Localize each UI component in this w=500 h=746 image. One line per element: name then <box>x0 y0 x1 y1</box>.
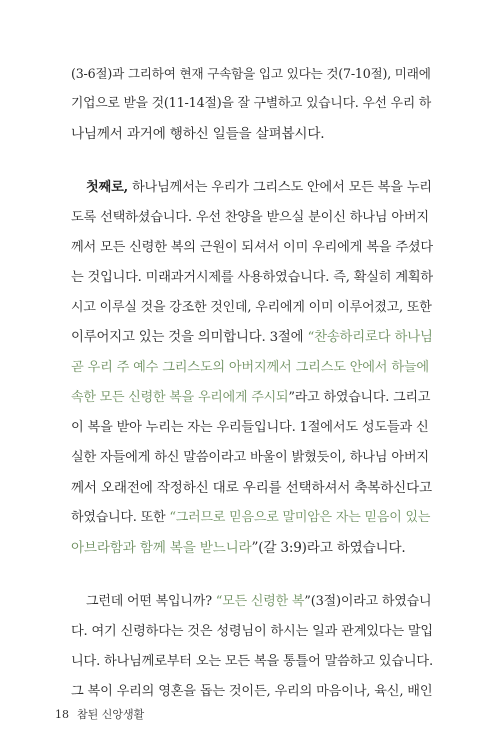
scripture-quote: “모든 신령한 복 <box>215 594 305 609</box>
scripture-quote: “그러므로 믿음으로 말미암은 자는 믿음이 있는 <box>169 510 431 525</box>
text-segment: ”라고 하였습니다. 그리고 <box>288 390 431 405</box>
text-segment: 다. 여기 신령하다는 것은 성령님이 하시는 일과 관계있다는 말입 <box>71 624 433 639</box>
emphasis-heading: 첫째로, <box>86 180 129 195</box>
text-segment: 께서 오래전에 작정하신 대로 우리를 선택하셔서 축복하신다고 <box>71 480 432 496</box>
text-segment: ”(갈 3:9)라고 하였습니다. <box>251 540 406 556</box>
text-line <box>86 178 433 198</box>
text-line <box>86 592 433 612</box>
text-line <box>71 682 433 702</box>
text-line <box>71 328 433 348</box>
text-segment: ”(3절)이라고 하였습니 <box>304 594 432 609</box>
text-line <box>71 418 433 438</box>
text-line <box>71 478 433 498</box>
text-line <box>71 124 433 144</box>
text-line <box>71 388 433 408</box>
text-segment: 기업으로 받을 것(11-14절)을 잘 구별하고 있습니다. 우선 우리 하 <box>71 96 432 111</box>
page-number: 18 <box>55 708 69 721</box>
scripture-quote: 아브라함과 함께 복을 받느니라 <box>71 540 252 556</box>
text-segment: (3-6절)과 그리하여 현재 구속함을 입고 있다는 것(7-10절), 미래에 <box>71 66 431 81</box>
scripture-quote: 속한 모든 신령한 복을 우리에게 주시되 <box>71 390 289 405</box>
text-line <box>71 64 433 84</box>
text-line <box>71 622 433 642</box>
text-segment: 께서 모든 신령한 복의 근원이 되셔서 이미 우리에게 복을 주셨다 <box>71 240 433 255</box>
text-segment: 그 복이 우리의 영혼을 돕는 것이든, 우리의 마음이나, 육신, 배인 <box>71 684 433 699</box>
text-line <box>71 298 433 318</box>
text-line <box>71 208 433 228</box>
book-title: 참된 신앙생활 <box>77 708 145 721</box>
text-segment: 이 복을 받아 누리는 자는 우리들입니다. 1절에서도 성도들과 신 <box>71 420 429 435</box>
text-segment: 실한 자들에게 하신 말씀이라고 바울이 밝혔듯이, 하나님 아버지 <box>71 450 429 465</box>
text-line <box>71 538 433 558</box>
text-line <box>71 358 433 378</box>
text-segment: 나님께서 과거에 행하신 일들을 살펴봅시다. <box>71 126 325 142</box>
text-line <box>71 508 433 528</box>
text-segment: 니다. 하나님께로부터 오는 모든 복을 통틀어 말씀하고 있습니다. <box>71 654 433 669</box>
scripture-quote: “찬송하리로다 하나님 <box>307 330 433 345</box>
text-segment: 도록 선택하셨습니다. 우선 찬양을 받으실 분이신 하나님 아버지 <box>71 210 429 225</box>
page-footer <box>55 706 144 722</box>
text-line <box>71 268 433 288</box>
scripture-quote: 곧 우리 주 예수 그리스도의 아버지께서 그리스도 안에서 하늘에 <box>71 360 429 375</box>
text-segment: 시고 이루실 것을 강조한 것인데, 우리에게 이미 이루어졌고, 또한 <box>71 300 432 315</box>
text-segment: 하나님께서는 우리가 그리스도 안에서 모든 복을 누리 <box>128 180 432 195</box>
text-line <box>71 448 433 468</box>
text-line <box>71 94 433 114</box>
text-line <box>71 238 433 258</box>
text-line <box>71 652 433 672</box>
text-segment: 이루어지고 있는 것을 의미합니다. 3절에 <box>71 330 308 345</box>
text-segment: 하였습니다. 또한 <box>71 510 170 525</box>
text-segment: 는 것입니다. 미래과거시제를 사용하였습니다. 즉, 확실히 계획하 <box>71 270 433 285</box>
text-segment: 그런데 어떤 복입니까? <box>86 594 216 609</box>
